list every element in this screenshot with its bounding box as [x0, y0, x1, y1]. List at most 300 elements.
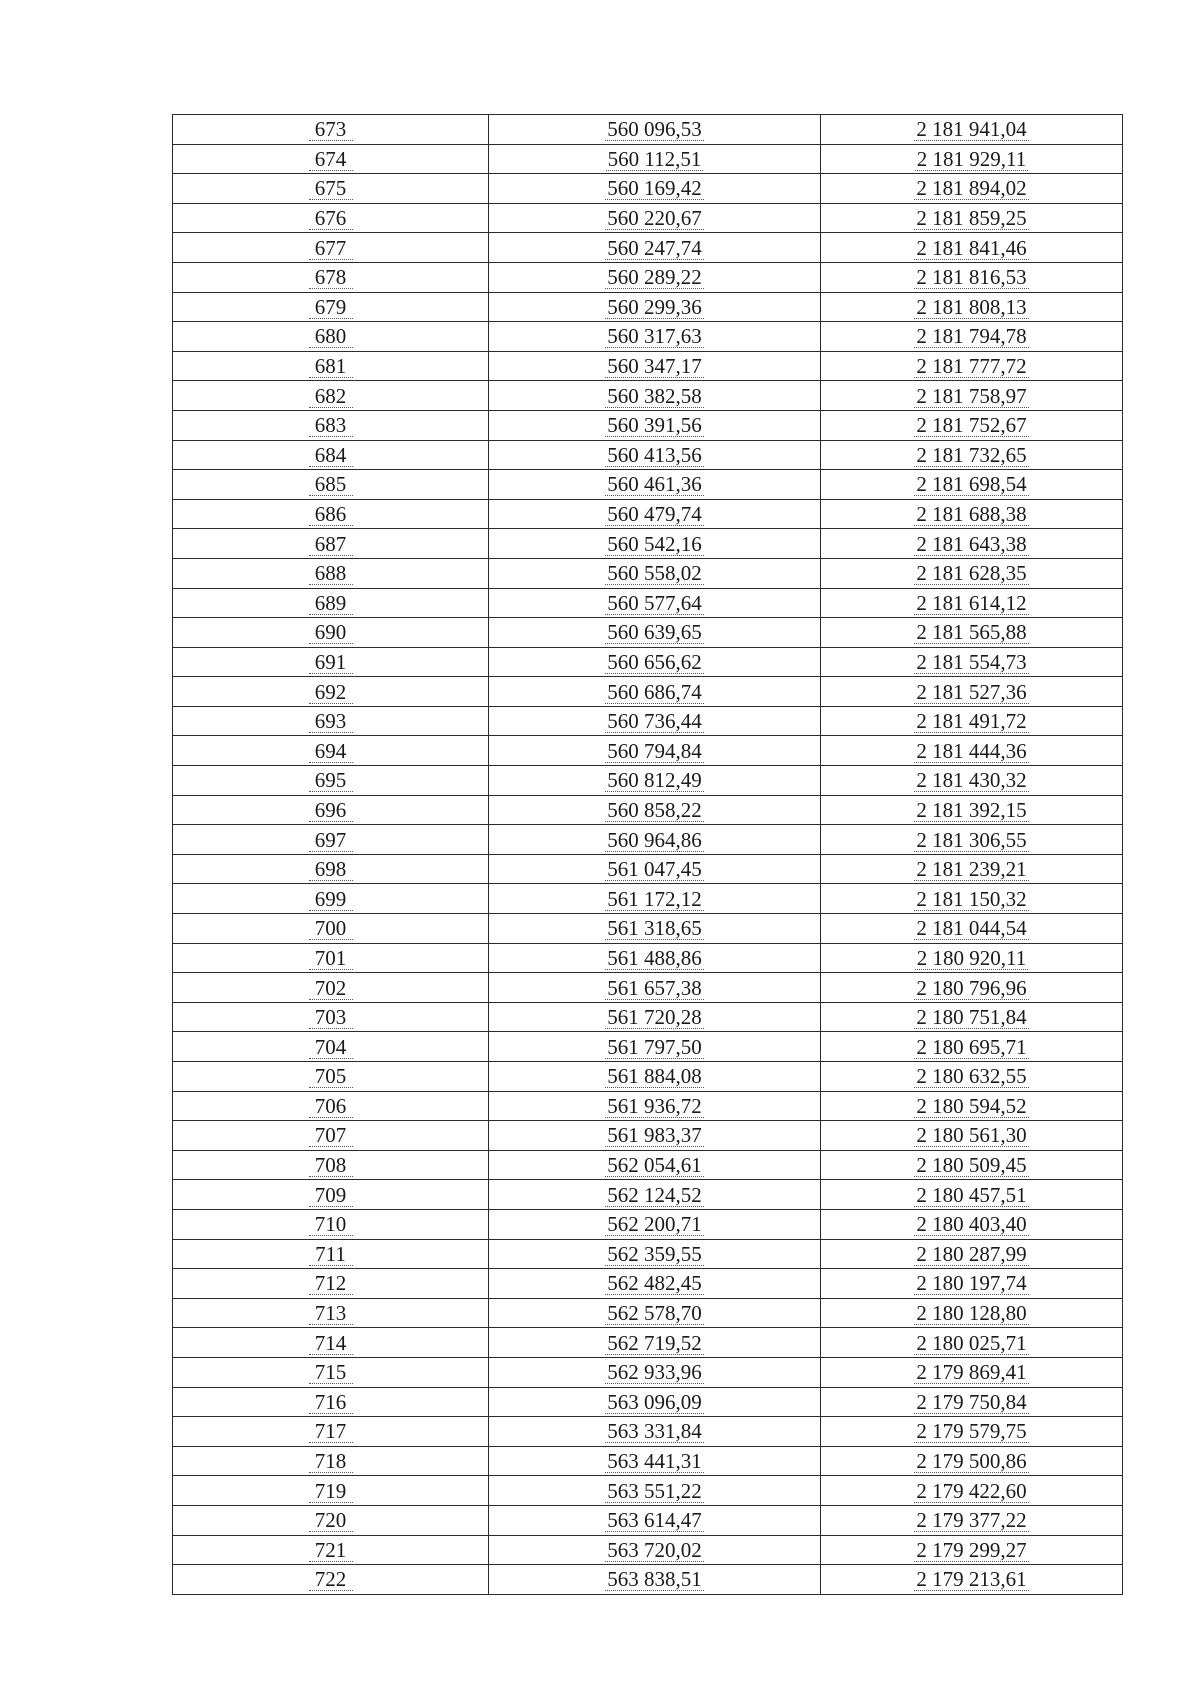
table-row [173, 884, 1123, 914]
table-row [173, 499, 1123, 529]
x-coordinate-cell [489, 618, 821, 648]
y-coordinate-cell [821, 115, 1123, 145]
cell-value: 719 [309, 1480, 353, 1503]
table-row [173, 588, 1123, 618]
x-coordinate-cell [489, 854, 821, 884]
cell-value: 705 [309, 1065, 353, 1088]
y-coordinate-cell [821, 618, 1123, 648]
cell-value: 562 482,45 [607, 1271, 702, 1296]
cell-value: 561 657,38 [607, 975, 702, 1000]
table-row [173, 706, 1123, 736]
cell-value: 560 542,16 [607, 531, 702, 556]
cell-value: 562 359,55 [607, 1241, 702, 1266]
x-coordinate-cell [489, 1062, 821, 1092]
point-number-cell [173, 381, 489, 411]
table-row [173, 1357, 1123, 1387]
y-coordinate-cell [821, 943, 1123, 973]
cell-value: 682 [309, 385, 353, 408]
x-coordinate-cell [489, 1032, 821, 1062]
table-row [173, 795, 1123, 825]
cell-value: 695 [309, 769, 353, 792]
point-number-cell [173, 115, 489, 145]
table-row [173, 943, 1123, 973]
table-row [173, 1062, 1123, 1092]
cell-value: 2 181 816,53 [916, 265, 1027, 290]
point-number-cell [173, 1002, 489, 1032]
cell-value: 2 181 491,72 [916, 709, 1027, 734]
cell-value: 560 220,67 [607, 206, 702, 231]
table-row [173, 1565, 1123, 1595]
cell-value: 560 461,36 [607, 472, 702, 497]
cell-value: 708 [309, 1154, 353, 1177]
cell-value: 721 [309, 1539, 353, 1562]
point-number-cell [173, 1180, 489, 1210]
cell-value: 2 180 025,71 [916, 1330, 1027, 1355]
x-coordinate-cell [489, 470, 821, 500]
x-coordinate-cell [489, 1357, 821, 1387]
y-coordinate-cell [821, 558, 1123, 588]
x-coordinate-cell [489, 292, 821, 322]
cell-value: 563 551,22 [607, 1478, 702, 1503]
y-coordinate-cell [821, 1387, 1123, 1417]
cell-value: 563 096,09 [607, 1389, 702, 1414]
table-row [173, 1387, 1123, 1417]
cell-value: 560 858,22 [607, 797, 702, 822]
point-number-cell [173, 1062, 489, 1092]
y-coordinate-cell [821, 174, 1123, 204]
table-row [173, 736, 1123, 766]
cell-value: 720 [309, 1509, 353, 1532]
cell-value: 560 413,56 [607, 442, 702, 467]
point-number-cell [173, 262, 489, 292]
point-number-cell [173, 440, 489, 470]
table-row [173, 1328, 1123, 1358]
point-number-cell [173, 914, 489, 944]
cell-value: 2 181 894,02 [916, 176, 1027, 201]
cell-value: 699 [309, 888, 353, 911]
x-coordinate-cell [489, 588, 821, 618]
cell-value: 2 180 457,51 [916, 1182, 1027, 1207]
cell-value: 698 [309, 858, 353, 881]
y-coordinate-cell [821, 973, 1123, 1003]
cell-value: 560 794,84 [607, 738, 702, 763]
y-coordinate-cell [821, 351, 1123, 381]
x-coordinate-cell [489, 943, 821, 973]
table-row [173, 470, 1123, 500]
y-coordinate-cell [821, 381, 1123, 411]
table-row [173, 1209, 1123, 1239]
cell-value: 2 180 561,30 [916, 1123, 1027, 1148]
x-coordinate-cell [489, 825, 821, 855]
x-coordinate-cell [489, 1269, 821, 1299]
cell-value: 2 179 750,84 [916, 1389, 1027, 1414]
cell-value: 687 [309, 533, 353, 556]
cell-value: 704 [309, 1036, 353, 1059]
cell-value: 714 [309, 1332, 353, 1355]
point-number-cell [173, 677, 489, 707]
cell-value: 677 [309, 237, 353, 260]
cell-value: 712 [309, 1272, 353, 1295]
cell-value: 713 [309, 1302, 353, 1325]
table-row [173, 973, 1123, 1003]
y-coordinate-cell [821, 262, 1123, 292]
x-coordinate-cell [489, 499, 821, 529]
cell-value: 560 169,42 [607, 176, 702, 201]
point-number-cell [173, 588, 489, 618]
cell-value: 710 [309, 1213, 353, 1236]
point-number-cell [173, 1476, 489, 1506]
cell-value: 716 [309, 1391, 353, 1414]
cell-value: 562 054,61 [607, 1153, 702, 1178]
table-row [173, 292, 1123, 322]
table-row [173, 174, 1123, 204]
y-coordinate-cell [821, 529, 1123, 559]
cell-value: 2 181 643,38 [916, 531, 1027, 556]
cell-value: 2 181 444,36 [916, 738, 1027, 763]
x-coordinate-cell [489, 1417, 821, 1447]
x-coordinate-cell [489, 322, 821, 352]
point-number-cell [173, 1357, 489, 1387]
table-row [173, 1446, 1123, 1476]
y-coordinate-cell [821, 1535, 1123, 1565]
cell-value: 2 179 869,41 [916, 1360, 1027, 1385]
cell-value: 560 656,62 [607, 649, 702, 674]
point-number-cell [173, 1446, 489, 1476]
cell-value: 2 181 150,32 [916, 886, 1027, 911]
table-row [173, 1269, 1123, 1299]
cell-value: 2 180 128,80 [916, 1301, 1027, 1326]
x-coordinate-cell [489, 647, 821, 677]
x-coordinate-cell [489, 914, 821, 944]
cell-value: 696 [309, 799, 353, 822]
table-row [173, 440, 1123, 470]
cell-value: 563 331,84 [607, 1419, 702, 1444]
table-row [173, 144, 1123, 174]
cell-value: 560 247,74 [607, 235, 702, 260]
point-number-cell [173, 736, 489, 766]
cell-value: 560 317,63 [607, 324, 702, 349]
x-coordinate-cell [489, 973, 821, 1003]
cell-value: 2 180 796,96 [916, 975, 1027, 1000]
y-coordinate-cell [821, 470, 1123, 500]
cell-value: 700 [309, 917, 353, 940]
table-row [173, 1180, 1123, 1210]
cell-value: 561 797,50 [607, 1034, 702, 1059]
table-row [173, 618, 1123, 648]
y-coordinate-cell [821, 884, 1123, 914]
x-coordinate-cell [489, 144, 821, 174]
y-coordinate-cell [821, 677, 1123, 707]
x-coordinate-cell [489, 351, 821, 381]
y-coordinate-cell [821, 203, 1123, 233]
cell-value: 2 180 403,40 [916, 1212, 1027, 1237]
cell-value: 718 [309, 1450, 353, 1473]
cell-value: 703 [309, 1006, 353, 1029]
cell-value: 560 812,49 [607, 768, 702, 793]
cell-value: 2 180 197,74 [916, 1271, 1027, 1296]
table-row [173, 1476, 1123, 1506]
table-row [173, 854, 1123, 884]
y-coordinate-cell [821, 1209, 1123, 1239]
cell-value: 2 179 422,60 [916, 1478, 1027, 1503]
cell-value: 701 [309, 947, 353, 970]
cell-value: 673 [309, 118, 353, 141]
table-row [173, 1505, 1123, 1535]
x-coordinate-cell [489, 1446, 821, 1476]
point-number-cell [173, 943, 489, 973]
point-number-cell [173, 647, 489, 677]
point-number-cell [173, 1269, 489, 1299]
table-row [173, 351, 1123, 381]
table-row [173, 1417, 1123, 1447]
cell-value: 693 [309, 710, 353, 733]
x-coordinate-cell [489, 1121, 821, 1151]
cell-value: 2 181 941,04 [916, 117, 1027, 142]
point-number-cell [173, 144, 489, 174]
point-number-cell [173, 1298, 489, 1328]
coordinates-table [172, 114, 1123, 1595]
y-coordinate-cell [821, 440, 1123, 470]
point-number-cell [173, 322, 489, 352]
point-number-cell [173, 854, 489, 884]
x-coordinate-cell [489, 262, 821, 292]
cell-value: 561 172,12 [607, 886, 702, 911]
x-coordinate-cell [489, 1505, 821, 1535]
point-number-cell [173, 795, 489, 825]
table-row [173, 1150, 1123, 1180]
y-coordinate-cell [821, 1328, 1123, 1358]
x-coordinate-cell [489, 1091, 821, 1121]
cell-value: 2 180 920,11 [916, 945, 1027, 970]
table-row [173, 1091, 1123, 1121]
y-coordinate-cell [821, 322, 1123, 352]
cell-value: 2 181 777,72 [916, 354, 1027, 379]
y-coordinate-cell [821, 233, 1123, 263]
point-number-cell [173, 706, 489, 736]
table-row [173, 1239, 1123, 1269]
cell-value: 562 578,70 [607, 1301, 702, 1326]
x-coordinate-cell [489, 174, 821, 204]
x-coordinate-cell [489, 440, 821, 470]
table-row [173, 677, 1123, 707]
cell-value: 681 [309, 355, 353, 378]
y-coordinate-cell [821, 1269, 1123, 1299]
y-coordinate-cell [821, 1298, 1123, 1328]
cell-value: 2 181 698,54 [916, 472, 1027, 497]
table-row [173, 1032, 1123, 1062]
x-coordinate-cell [489, 677, 821, 707]
cell-value: 560 096,53 [607, 117, 702, 142]
x-coordinate-cell [489, 795, 821, 825]
cell-value: 560 382,58 [607, 383, 702, 408]
cell-value: 691 [309, 651, 353, 674]
point-number-cell [173, 470, 489, 500]
point-number-cell [173, 529, 489, 559]
table-row [173, 1535, 1123, 1565]
y-coordinate-cell [821, 914, 1123, 944]
cell-value: 2 179 213,61 [916, 1567, 1027, 1592]
cell-value: 2 181 306,55 [916, 827, 1027, 852]
point-number-cell [173, 1091, 489, 1121]
point-number-cell [173, 1209, 489, 1239]
cell-value: 2 181 929,11 [916, 146, 1027, 171]
y-coordinate-cell [821, 647, 1123, 677]
cell-value: 707 [309, 1124, 353, 1147]
cell-value: 2 181 688,38 [916, 502, 1027, 527]
y-coordinate-cell [821, 410, 1123, 440]
table-row [173, 410, 1123, 440]
x-coordinate-cell [489, 1387, 821, 1417]
y-coordinate-cell [821, 1150, 1123, 1180]
x-coordinate-cell [489, 1180, 821, 1210]
cell-value: 2 181 628,35 [916, 561, 1027, 586]
x-coordinate-cell [489, 884, 821, 914]
cell-value: 562 719,52 [607, 1330, 702, 1355]
cell-value: 686 [309, 503, 353, 526]
cell-value: 680 [309, 325, 353, 348]
table-row [173, 203, 1123, 233]
cell-value: 560 391,56 [607, 413, 702, 438]
y-coordinate-cell [821, 1476, 1123, 1506]
y-coordinate-cell [821, 1062, 1123, 1092]
y-coordinate-cell [821, 1121, 1123, 1151]
cell-value: 2 181 841,46 [916, 235, 1027, 260]
cell-value: 561 318,65 [607, 916, 702, 941]
y-coordinate-cell [821, 588, 1123, 618]
y-coordinate-cell [821, 795, 1123, 825]
cell-value: 2 180 287,99 [916, 1241, 1027, 1266]
point-number-cell [173, 766, 489, 796]
cell-value: 2 179 500,86 [916, 1449, 1027, 1474]
y-coordinate-cell [821, 1239, 1123, 1269]
cell-value: 560 479,74 [607, 502, 702, 527]
cell-value: 689 [309, 592, 353, 615]
cell-value: 690 [309, 621, 353, 644]
cell-value: 2 180 632,55 [916, 1064, 1027, 1089]
cell-value: 2 180 594,52 [916, 1093, 1027, 1118]
x-coordinate-cell [489, 558, 821, 588]
cell-value: 683 [309, 414, 353, 437]
x-coordinate-cell [489, 1209, 821, 1239]
x-coordinate-cell [489, 381, 821, 411]
cell-value: 717 [309, 1420, 353, 1443]
cell-value: 2 181 392,15 [916, 797, 1027, 822]
cell-value: 2 181 614,12 [916, 590, 1027, 615]
cell-value: 684 [309, 444, 353, 467]
point-number-cell [173, 1565, 489, 1595]
y-coordinate-cell [821, 736, 1123, 766]
cell-value: 679 [309, 296, 353, 319]
y-coordinate-cell [821, 1180, 1123, 1210]
table-row [173, 262, 1123, 292]
y-coordinate-cell [821, 766, 1123, 796]
cell-value: 697 [309, 829, 353, 852]
point-number-cell [173, 233, 489, 263]
point-number-cell [173, 825, 489, 855]
point-number-cell [173, 618, 489, 648]
x-coordinate-cell [489, 1328, 821, 1358]
cell-value: 709 [309, 1184, 353, 1207]
cell-value: 2 181 239,21 [916, 857, 1027, 882]
point-number-cell [173, 1150, 489, 1180]
cell-value: 561 936,72 [607, 1093, 702, 1118]
cell-value: 711 [309, 1243, 353, 1266]
point-number-cell [173, 499, 489, 529]
point-number-cell [173, 558, 489, 588]
y-coordinate-cell [821, 1505, 1123, 1535]
y-coordinate-cell [821, 706, 1123, 736]
cell-value: 2 180 751,84 [916, 1005, 1027, 1030]
cell-value: 560 686,74 [607, 679, 702, 704]
point-number-cell [173, 351, 489, 381]
cell-value: 562 124,52 [607, 1182, 702, 1207]
y-coordinate-cell [821, 854, 1123, 884]
table-row [173, 1002, 1123, 1032]
cell-value: 2 179 377,22 [916, 1508, 1027, 1533]
cell-value: 2 181 430,32 [916, 768, 1027, 793]
cell-value: 560 558,02 [607, 561, 702, 586]
cell-value: 2 179 579,75 [916, 1419, 1027, 1444]
cell-value: 560 112,51 [607, 146, 702, 171]
x-coordinate-cell [489, 1150, 821, 1180]
point-number-cell [173, 1328, 489, 1358]
point-number-cell [173, 1239, 489, 1269]
point-number-cell [173, 410, 489, 440]
point-number-cell [173, 174, 489, 204]
table-row [173, 1121, 1123, 1151]
cell-value: 563 614,47 [607, 1508, 702, 1533]
y-coordinate-cell [821, 1417, 1123, 1447]
table-row [173, 1298, 1123, 1328]
y-coordinate-cell [821, 1446, 1123, 1476]
cell-value: 560 736,44 [607, 709, 702, 734]
cell-value: 2 180 695,71 [916, 1034, 1027, 1059]
x-coordinate-cell [489, 1002, 821, 1032]
table-row [173, 381, 1123, 411]
cell-value: 560 299,36 [607, 294, 702, 319]
cell-value: 2 181 732,65 [916, 442, 1027, 467]
table-row [173, 558, 1123, 588]
table-row [173, 766, 1123, 796]
cell-value: 560 289,22 [607, 265, 702, 290]
y-coordinate-cell [821, 144, 1123, 174]
y-coordinate-cell [821, 1032, 1123, 1062]
x-coordinate-cell [489, 115, 821, 145]
cell-value: 722 [309, 1568, 353, 1591]
coordinates-table-body [173, 115, 1123, 1595]
x-coordinate-cell [489, 233, 821, 263]
cell-value: 560 577,64 [607, 590, 702, 615]
cell-value: 562 933,96 [607, 1360, 702, 1385]
cell-value: 561 983,37 [607, 1123, 702, 1148]
point-number-cell [173, 1121, 489, 1151]
cell-value: 561 884,08 [607, 1064, 702, 1089]
cell-value: 678 [309, 266, 353, 289]
cell-value: 2 181 859,25 [916, 206, 1027, 231]
cell-value: 2 181 794,78 [916, 324, 1027, 349]
y-coordinate-cell [821, 1002, 1123, 1032]
x-coordinate-cell [489, 736, 821, 766]
cell-value: 674 [309, 148, 353, 171]
cell-value: 2 181 752,67 [916, 413, 1027, 438]
cell-value: 2 180 509,45 [916, 1153, 1027, 1178]
table-row [173, 322, 1123, 352]
cell-value: 692 [309, 681, 353, 704]
x-coordinate-cell [489, 529, 821, 559]
cell-value: 561 720,28 [607, 1005, 702, 1030]
x-coordinate-cell [489, 706, 821, 736]
cell-value: 2 181 527,36 [916, 679, 1027, 704]
